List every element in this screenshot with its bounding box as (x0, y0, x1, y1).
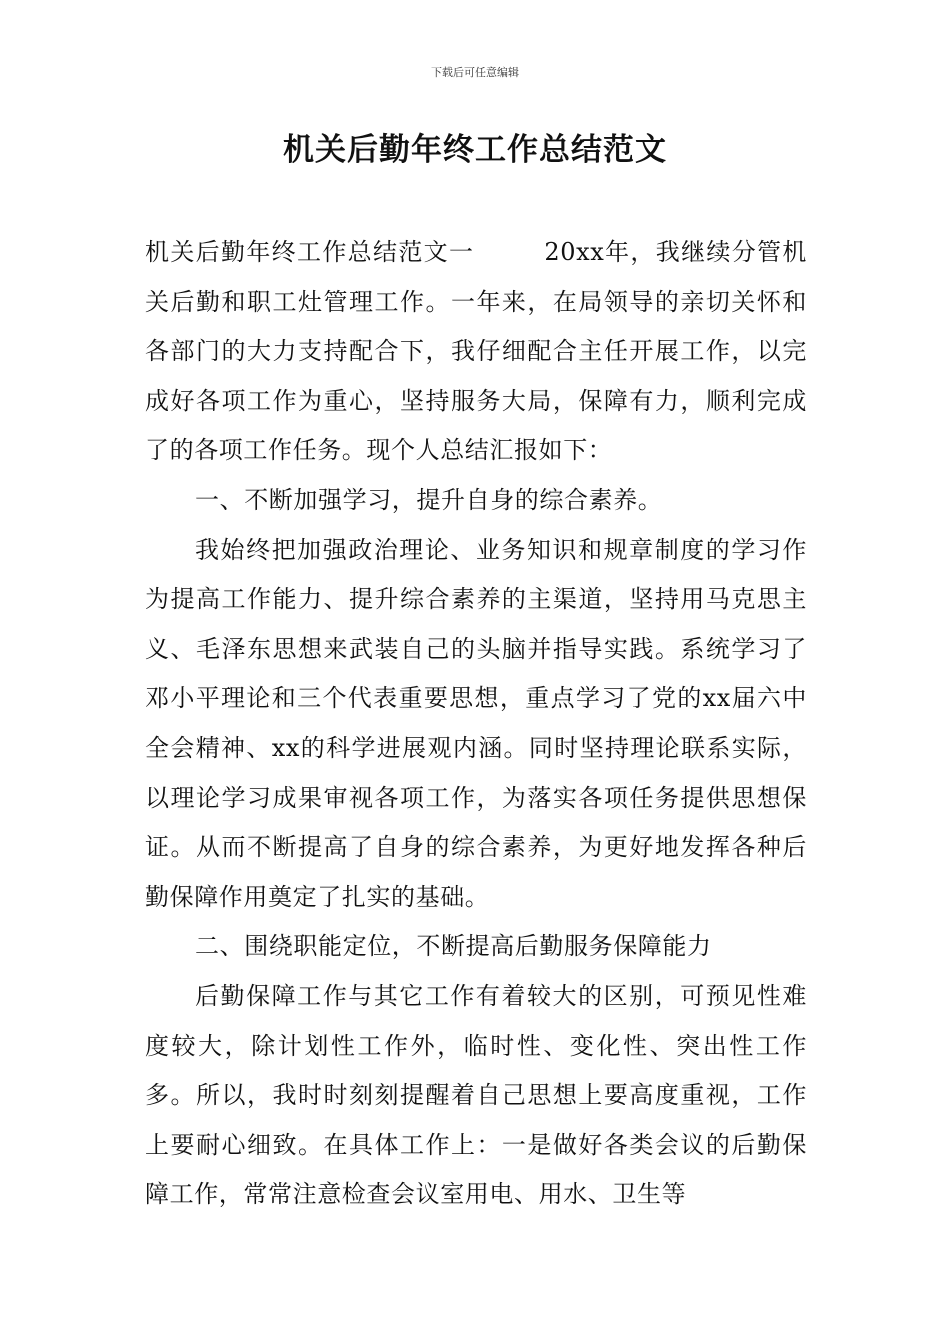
paragraph-study: 我始终把加强政治理论、业务知识和规章制度的学习作为提高工作能力、提升综合素养的主渠道，坚持用马克思主义、毛泽东思想来武装自己的头脑并指导实践。系统学习了邓小平理论和三个代表重要思想，重点学习了党的xx届六中全会精神、xx的科学进展观内涵。同时坚持理论联系实际，以理论学习成果审视各项工作，为落实各项任务提供思想保证。从而不断提高了自身的综合素养，为更好地发挥各种后勤保障作用奠定了扎实的基础。 (145, 535, 807, 911)
paragraph-logistics: 后勤保障工作与其它工作有着较大的区别，可预见性难度较大，除计划性工作外，临时性、变化性、突出性工作多。所以，我时时刻刻提醒着自己思想上要高度重视，工作上要耐心细致。在具体工作上：一是做好各类会议的后勤保障工作，常常注意检查会议室用电、用水、卫生等 (145, 981, 807, 1209)
paragraph-intro-text: 20xx年，我继续分管机关后勤和职工灶管理工作。一年来，在局领导的亲切关怀和各部门的大力支持配合下，我仔细配合主任开展工作，以完成好各项工作为重心，坚持服务大局，保障有力，顺利完成了的各项工作任务。现个人总结汇报如下： (145, 238, 807, 465)
paragraph-intro-lead: 机关后勤年终工作总结范文一 (145, 238, 475, 266)
document-body (145, 228, 807, 1220)
paragraph-intro (145, 228, 807, 476)
document-title: 机关后勤年终工作总结范文 (283, 132, 667, 168)
section-heading-1: 一、不断加强学习，提升自身的综合素养。 (195, 485, 663, 514)
header-note: 下载后可任意编辑 (431, 66, 519, 79)
section-heading-2: 二、围绕职能定位，不断提高后勤服务保障能力 (195, 932, 712, 961)
